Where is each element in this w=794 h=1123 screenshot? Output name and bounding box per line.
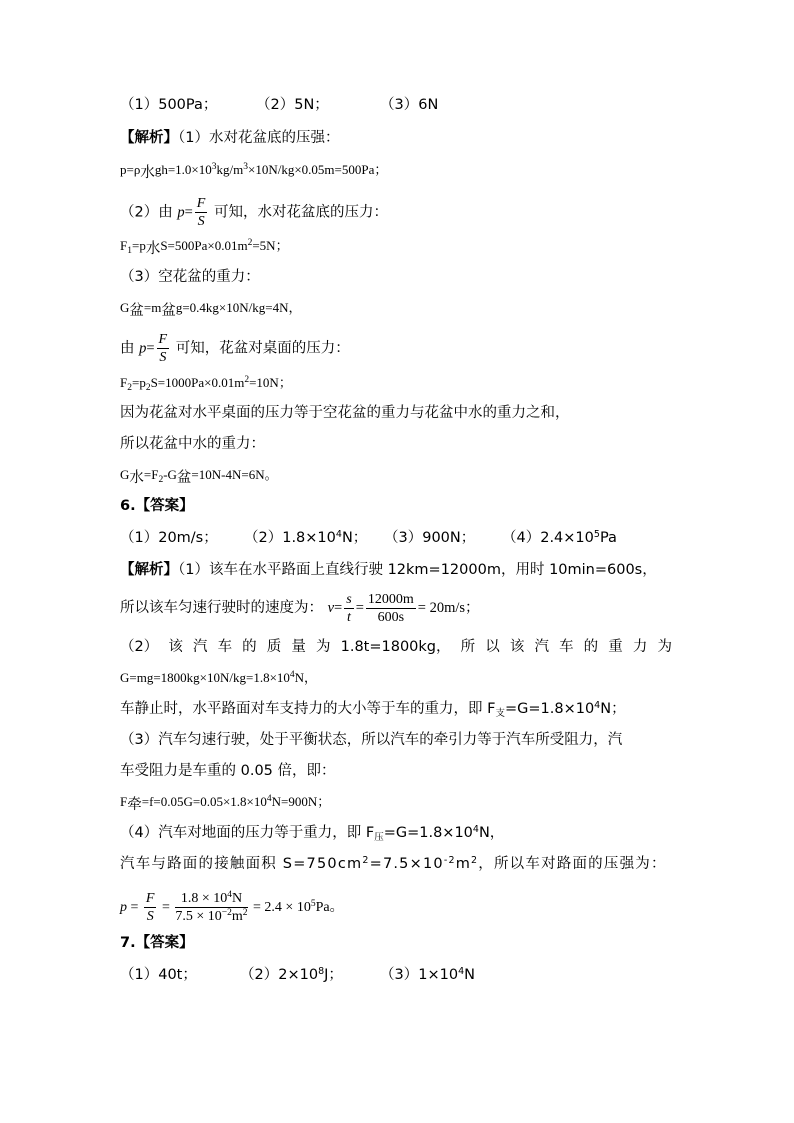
- q5-pressure-formula: $p=\rho_水gh=1.0\times 10^3kg/m^3\times 10N/kg\times 0.05m=500Pa$；: [120, 162, 388, 181]
- pressure-fraction: $\frac{F}{S}$: [196, 196, 206, 229]
- q7-answer-1: （1）40t；: [120, 967, 197, 983]
- q5-analysis-line-7: 由 p= $\frac{F}{S}$ 可知，花盆对桌面的压力：: [120, 332, 350, 365]
- q5-force-formula-2: $F_2=p_2S=1000Pa\times 0.01m^2=10N$；: [120, 375, 292, 393]
- q7-answer-3: $(3)1\times 10^4N$: [380, 966, 475, 983]
- q5-analysis-line-1: 【解析】（1）水对花盆底的压强：: [120, 130, 340, 146]
- q6-traction-formula: $F_牵=f=0.05G=0.05\times 1.8\times 10^4N=900N$；: [120, 794, 331, 813]
- q5-analysis-line-5: （3）空花盆的重力：: [120, 269, 260, 285]
- speed-fraction-numeric: $\frac{12000m}{600s}$: [367, 592, 414, 626]
- q5-answer-3: （3）6N: [380, 97, 439, 113]
- q7-answer-line: [120, 965, 475, 985]
- q5-answer-line: [120, 95, 438, 115]
- speed-fraction-symbolic: $\frac{s}{t}$: [346, 592, 352, 626]
- q5-analysis-line-3: （2）由 p= $\frac{F}{S}$ 可知，水对花盆底的压力：: [120, 196, 388, 229]
- pressure-fraction-symbolic: $\frac{F}{S}$: [145, 891, 155, 925]
- q7-heading: 7.【答案】: [120, 935, 194, 951]
- q6-analysis-line-7: 车受阻力是车重的 0.05 倍，即：: [120, 763, 336, 779]
- q7-answer-2: $(2)2\times 10^8J$；: [240, 966, 343, 983]
- q6-heading: 6.【答案】: [120, 498, 194, 514]
- q6-analysis-line-10: 汽车与路面的接触面积 $S=750cm^2=7.5\times 10^{-2}m^2$，所以车对路面的压强为：: [120, 855, 667, 872]
- q5-analysis-label: 【解析】: [120, 130, 178, 146]
- q6-analysis-line-1: 【解析】（1）该车在水平路面上直线行驶 12km=12000m，用时 10min=600s，: [120, 562, 657, 578]
- q6-pressure-result-formula: p = $\frac{F}{S}$ = $\frac{1.8 \times 10^4N}{7.5 \times 10^{-2}m^2}$ = $2.4 \times 10^5Pa$。: [120, 890, 344, 925]
- q6-answer-line: [120, 528, 617, 548]
- q6-answer-2: $(2)1.8\times 10^4N$；: [244, 529, 368, 546]
- q6-answer-3: （3）900N；: [384, 530, 476, 546]
- q5-water-weight-formula: $G_水=F_2-G_盆=10N-4N=6N$。: [120, 467, 278, 486]
- q6-answer-4: $(4)2.4\times 10^5Pa$: [502, 529, 617, 546]
- pressure-fraction-numeric: $\frac{1.8 \times 10^4N}{7.5 \times 10^{-2}m^2}$: [175, 890, 248, 925]
- pressure-fraction: $\frac{F}{S}$: [158, 332, 168, 365]
- q6-gravity-formula: $G=mg=1800kg\times 10N/kg=1.8\times 10^4N$，: [120, 670, 318, 685]
- q6-answer-1: （1）20m/s；: [120, 530, 218, 546]
- q6-analysis-line-5: 车静止时，水平路面对车支持力的大小等于车的重力，即 $F_支=G=1.8\times 10^4N$；: [120, 700, 626, 719]
- q6-analysis-line-6: （3）汽车匀速行驶，处于平衡状态，所以汽车的牵引力等于汽车所受阻力，汽: [120, 732, 623, 748]
- q5-analysis-line-9: 因为花盆对水平桌面的压力等于空花盆的重力与花盆中水的重力之和，: [120, 405, 570, 421]
- q6-speed-line: 所以该车匀速行驶时的速度为： v= $\frac{s}{t}$ = $\frac{12000m}{600s}$ = 20m/s；: [120, 592, 480, 626]
- q6-analysis-line-9: （4）汽车对地面的压力等于重力，即 $F_压=G=1.8\times 10^4N$，: [120, 824, 505, 843]
- q5-analysis-line-10: 所以花盆中水的重力：: [120, 436, 265, 452]
- q5-answer-2: （2）5N；: [256, 97, 329, 113]
- q5-answer-1: （1）500Pa；: [120, 97, 218, 113]
- q6-analysis-line-3: （2） 该 汽 车 的 质 量 为 1.8t=1800kg， 所 以 该 汽 车 的 重 力 为: [120, 639, 672, 655]
- q6-analysis-label: 【解析】: [120, 562, 178, 578]
- q5-force-formula-1: $F_1=p_水S=500Pa\times 0.01m^2=5N$；: [120, 238, 289, 257]
- q5-weight-formula: $G_盆=m_盆g=0.4kg\times 10N/kg=4N$，: [120, 300, 302, 319]
